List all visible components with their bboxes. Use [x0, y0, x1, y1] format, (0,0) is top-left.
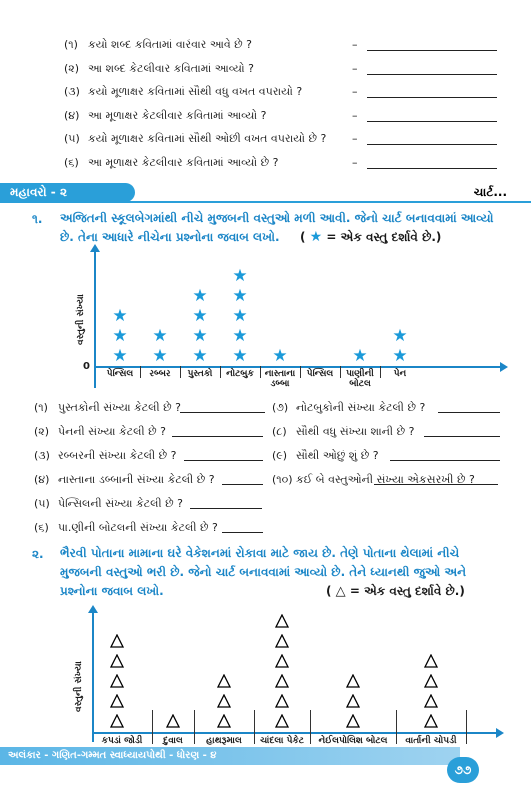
footer-text: અલંકાર - ગણિત-ગમ્મત સ્વાધ્યાયપોથી - ધોરણ - ૪: [8, 750, 217, 761]
answer-dash: –: [352, 61, 358, 75]
triangle-mark: [110, 694, 124, 708]
question-text: રબ્બરની સંખ્યા કેટલી છે ?: [58, 449, 177, 462]
legend-text: = એક વસ્તુ દર્શાવે છે.): [326, 230, 442, 244]
question-text: સૌથી વધુ સંખ્યા શાની છે ?: [296, 425, 415, 438]
question-number: (૩): [64, 85, 80, 98]
question-number: (૫): [34, 497, 50, 510]
answer-blank[interactable]: [184, 460, 263, 461]
answer-blank[interactable]: [424, 436, 500, 437]
category-label: વાર્તાની ચોપડી: [405, 736, 457, 746]
y-axis-label: વસ્તુની સંખ્યા: [74, 661, 84, 712]
answer-dash: –: [352, 85, 358, 98]
section1-line2: છે. તેના આધારે નીચેના પ્રશ્નોના જવાબ લખો.: [60, 230, 280, 244]
star-mark: ★: [232, 346, 248, 366]
triangle-mark: [424, 694, 438, 708]
category-label: હાથરૂમાલ: [206, 736, 242, 746]
y-axis: [94, 250, 96, 388]
answer-blank[interactable]: [367, 144, 497, 145]
triangle-mark: [275, 614, 289, 628]
category-label: દુવાલ: [163, 736, 183, 746]
triangle-mark: [275, 634, 289, 648]
banner-tab: [0, 183, 135, 202]
answer-blank[interactable]: [222, 532, 263, 533]
triangle-mark: [424, 674, 438, 688]
star-mark: ★: [272, 346, 288, 366]
category-divider: [260, 366, 261, 378]
question-text: પેન્સિલની સંખ્યા કેટલી છે ?: [58, 497, 183, 510]
question-number: (૮): [272, 425, 287, 438]
x-axis: [94, 366, 504, 368]
question-text: નાસ્તાના ડબ્બાની સંખ્યા કેટલી છે ?: [58, 473, 215, 486]
triangle-mark: [424, 654, 438, 668]
category-divider: [152, 710, 153, 744]
category-label: કપડાં જોડી: [101, 736, 143, 746]
star-mark: ★: [192, 346, 208, 366]
category-label: પુસ્તકો: [187, 369, 213, 379]
category-label: પેન: [393, 369, 407, 379]
x-axis-arrow: [496, 728, 504, 738]
section-banner: [0, 183, 531, 202]
answer-blank[interactable]: [180, 412, 265, 413]
category-label: ચાંદલા પેકેટ: [259, 736, 304, 746]
star-mark: ★: [232, 326, 248, 346]
category-label: નેઈલપોલિશ બોટલ: [318, 736, 388, 746]
question-text: કઈ બે વસ્તુઓની સંખ્યા એકસરખી છે ?: [296, 473, 475, 486]
answer-blank[interactable]: [172, 436, 263, 437]
question-text: આ મૂળાક્ષર કેટલીવાર કવિતામાં આવ્યો ?: [88, 108, 267, 122]
star-mark: ★: [232, 286, 248, 306]
answer-blank[interactable]: [367, 168, 497, 169]
question-text: સૌથી ઓછું શું છે ?: [296, 449, 379, 462]
category-divider: [466, 710, 467, 744]
question-number: (૫): [64, 132, 80, 145]
question-number: (૪): [64, 108, 80, 122]
triangle-mark: [346, 694, 360, 708]
star-mark: ★: [192, 286, 208, 306]
question-number: (૩): [34, 449, 50, 462]
banner-topic: ચાર્ટ...: [473, 185, 507, 199]
star-mark: ★: [392, 346, 408, 366]
footer-bar: [0, 747, 460, 765]
question-text: આ મૂળાક્ષર કેટલીવાર કવિતામાં આવ્યો છે ?: [88, 155, 279, 169]
star-mark: ★: [152, 346, 168, 366]
category-divider: [380, 366, 381, 378]
category-label: પાણીની બોટલ: [346, 369, 374, 389]
section2-line3: પ્રશ્નોના જવાબ લખો.: [60, 584, 164, 598]
y-axis-label: વસ્તુની સંખ્યા: [76, 294, 86, 345]
question-text: પેનની સંખ્યા કેટલી છે ?: [58, 425, 166, 438]
question-number: (૧): [64, 38, 78, 51]
section2-line2: મુજબની વસ્તુઓ ભરી છે. જેનો ચાર્ટ બનાવવામાં આવ્યો છે. તેને ધ્યાનથી જુઓ અને: [60, 565, 467, 579]
star-mark: ★: [152, 326, 168, 346]
triangle-mark: [110, 714, 124, 728]
section1-number: ૧.: [32, 212, 43, 226]
category-divider: [340, 366, 341, 378]
question-number: (૧): [34, 401, 48, 414]
question-text: કયો શબ્દ કવિતામાં વારંવાર આવે છે ?: [88, 38, 253, 51]
triangle-mark: [275, 674, 289, 688]
category-label: પેન્સિલ: [106, 369, 134, 379]
star-mark: ★: [112, 306, 128, 326]
triangle-mark: [110, 674, 124, 688]
triangle-mark: [424, 714, 438, 728]
answer-blank[interactable]: [367, 97, 497, 98]
question-text: પા.ણીની બોટલની સંખ્યા કેટલી છે ?: [58, 521, 218, 534]
section2-number: ૨.: [32, 547, 44, 561]
star-icon: ★: [309, 229, 323, 245]
question-number: (૭): [272, 401, 289, 414]
star-mark: ★: [392, 326, 408, 346]
answer-dash: –: [352, 38, 358, 51]
answer-blank[interactable]: [367, 50, 497, 51]
answer-blank[interactable]: [374, 484, 498, 485]
category-divider: [254, 710, 255, 744]
question-number: (૪): [34, 473, 50, 486]
question-text: નોટબુકોની સંખ્યા કેટલી છે ?: [296, 401, 426, 414]
legend-text: = એક વસ્તુ દર્શાવે છે.): [349, 584, 465, 598]
triangle-mark: [217, 674, 231, 688]
category-label: નાસ્તાના ડબ્બા: [264, 369, 296, 389]
question-text: કયો મૂળાક્ષર કવિતામાં સૌથી ઓછી વખત વપરાયો છે ?: [88, 132, 327, 145]
page-number: ૭૭: [447, 757, 479, 783]
category-divider: [140, 366, 141, 378]
category-label: રબ્બર: [149, 369, 171, 379]
answer-dash: –: [352, 155, 358, 169]
question-text: આ શબ્દ કેટલીવાર કવિતામાં આવ્યો ?: [88, 61, 255, 75]
y-axis-arrow: [88, 605, 98, 613]
banner-title: મહાવરો - ૨: [10, 185, 68, 199]
section1-legend: [300, 228, 441, 247]
x-axis-arrow: [500, 362, 508, 372]
question-text: કયો મૂળાક્ષર કવિતામાં સૌથી વધુ વખત વપરાયો ?: [88, 85, 303, 98]
category-divider: [396, 710, 397, 744]
category-divider: [220, 366, 221, 378]
question-number: (૬): [64, 155, 79, 169]
star-mark: ★: [192, 326, 208, 346]
legend-open: (: [326, 584, 332, 598]
question-number: (૬): [34, 521, 49, 534]
triangle-mark: [275, 654, 289, 668]
triangle-mark: [346, 714, 360, 728]
answer-blank[interactable]: [367, 121, 497, 122]
question-number: (૨): [34, 425, 50, 438]
category-divider: [180, 366, 181, 378]
triangle-mark: [217, 694, 231, 708]
answer-blank[interactable]: [438, 412, 500, 413]
category-divider: [310, 710, 311, 744]
answer-dash: –: [352, 132, 358, 145]
question-number: (૨): [64, 61, 80, 75]
x-axis: [92, 732, 500, 734]
star-mark: ★: [232, 306, 248, 326]
section2-line1: ભૈરવી પોતાના મામાના ઘરે વેકેશનમાં રોકાવા માટે જાય છે. તેણે પોતાના થેલામાં નીચે: [60, 546, 460, 560]
triangle-mark: [346, 674, 360, 688]
triangle-mark: [166, 714, 180, 728]
category-divider: [300, 366, 301, 378]
triangle-icon: △: [335, 584, 346, 599]
legend-open: (: [300, 230, 306, 244]
category-divider: [194, 710, 195, 744]
answer-blank[interactable]: [367, 74, 497, 75]
banner-rule: [0, 201, 531, 203]
question-number: (૧૦): [272, 473, 293, 486]
answer-blank[interactable]: [222, 484, 263, 485]
star-mark: ★: [232, 266, 248, 286]
answer-dash: –: [352, 108, 358, 122]
category-label: નોટબુક: [226, 369, 254, 379]
answer-blank[interactable]: [190, 508, 262, 509]
star-mark: ★: [192, 306, 208, 326]
question-number: (૯): [272, 449, 288, 462]
triangle-mark: [275, 694, 289, 708]
section2-legend: [326, 582, 465, 601]
origin-label: 0: [83, 361, 90, 372]
star-mark: ★: [112, 346, 128, 366]
triangle-mark: [217, 714, 231, 728]
answer-blank[interactable]: [390, 460, 500, 461]
question-text: પુસ્તકોની સંખ્યા કેટલી છે ?: [58, 401, 181, 414]
y-axis: [92, 612, 94, 742]
star-mark: ★: [112, 326, 128, 346]
category-label: પેન્સિલ: [306, 369, 334, 379]
section1-line1: અજિતની સ્કૂલબેગમાંથી નીચે મુજબની વસ્તુઓ મળી આવી. જેનો ચાર્ટ બનાવવામાં આવ્યો: [60, 211, 494, 225]
star-mark: ★: [352, 346, 368, 366]
triangle-mark: [275, 714, 289, 728]
triangle-mark: [110, 634, 124, 648]
triangle-mark: [110, 654, 124, 668]
